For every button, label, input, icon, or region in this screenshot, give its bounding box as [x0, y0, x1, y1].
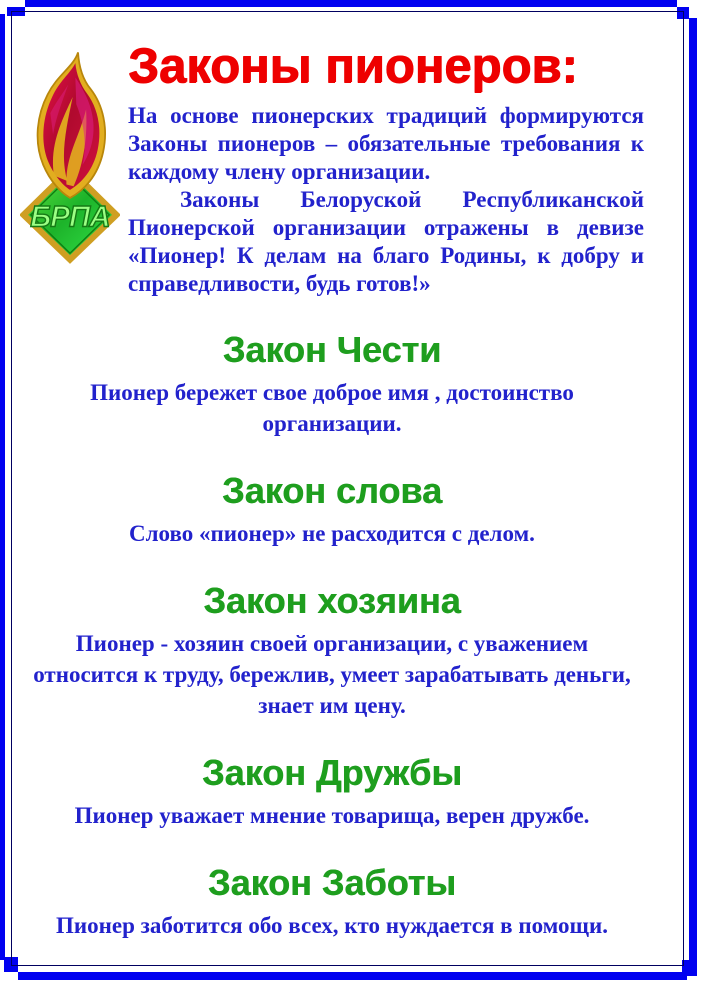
frame-right-bar [689, 18, 697, 965]
law-heading-slova: Закон слова [222, 470, 442, 511]
brpo-flame-icon [20, 38, 120, 273]
frame-left-bar [0, 14, 5, 960]
intro-paragraph-2: Законы Белоруской Республиканской Пионерской организации отражены в девизе «Пионер! К делам на благо Родины, к добру и справедливости, будь готов!» [128, 187, 644, 296]
law-body-zaboty: Пионер заботится обо всех, кто нуждается в помощи. [56, 913, 608, 938]
laws-list [20, 329, 644, 941]
law-heading-khozyaina: Закон хозяина [203, 580, 461, 621]
law-heading-chesti: Закон Чести [222, 329, 442, 370]
law-body-slova: Слово «пионер» не расходится с делом. [129, 521, 535, 546]
poster-content [12, 12, 682, 964]
frame-bottom-bar [18, 972, 687, 980]
page-title: Законы пионеров: [128, 39, 578, 93]
intro-paragraph-1: На основе пионерских традиций формируются Законы пионеров – обязательные требования к каждому члену организации. [128, 103, 644, 184]
law-heading-druzhby: Закон Дружбы [202, 752, 462, 793]
law-body-chesti: Пионер бережет свое доброе имя , достоинство организации. [90, 380, 574, 436]
law-body-druzhby: Пионер уважает мнение товарища, верен дружбе. [74, 803, 590, 828]
emblem-diamond-text: БРПА [30, 200, 110, 234]
law-heading-zaboty: Закон Заботы [207, 862, 457, 903]
law-body-khozyaina: Пионер - хозяин своей организации, с уважением относится к труду, бережлив, умеет зарабатывать деньги, знает им цену. [33, 631, 631, 718]
frame-top-bar [25, 0, 677, 7]
